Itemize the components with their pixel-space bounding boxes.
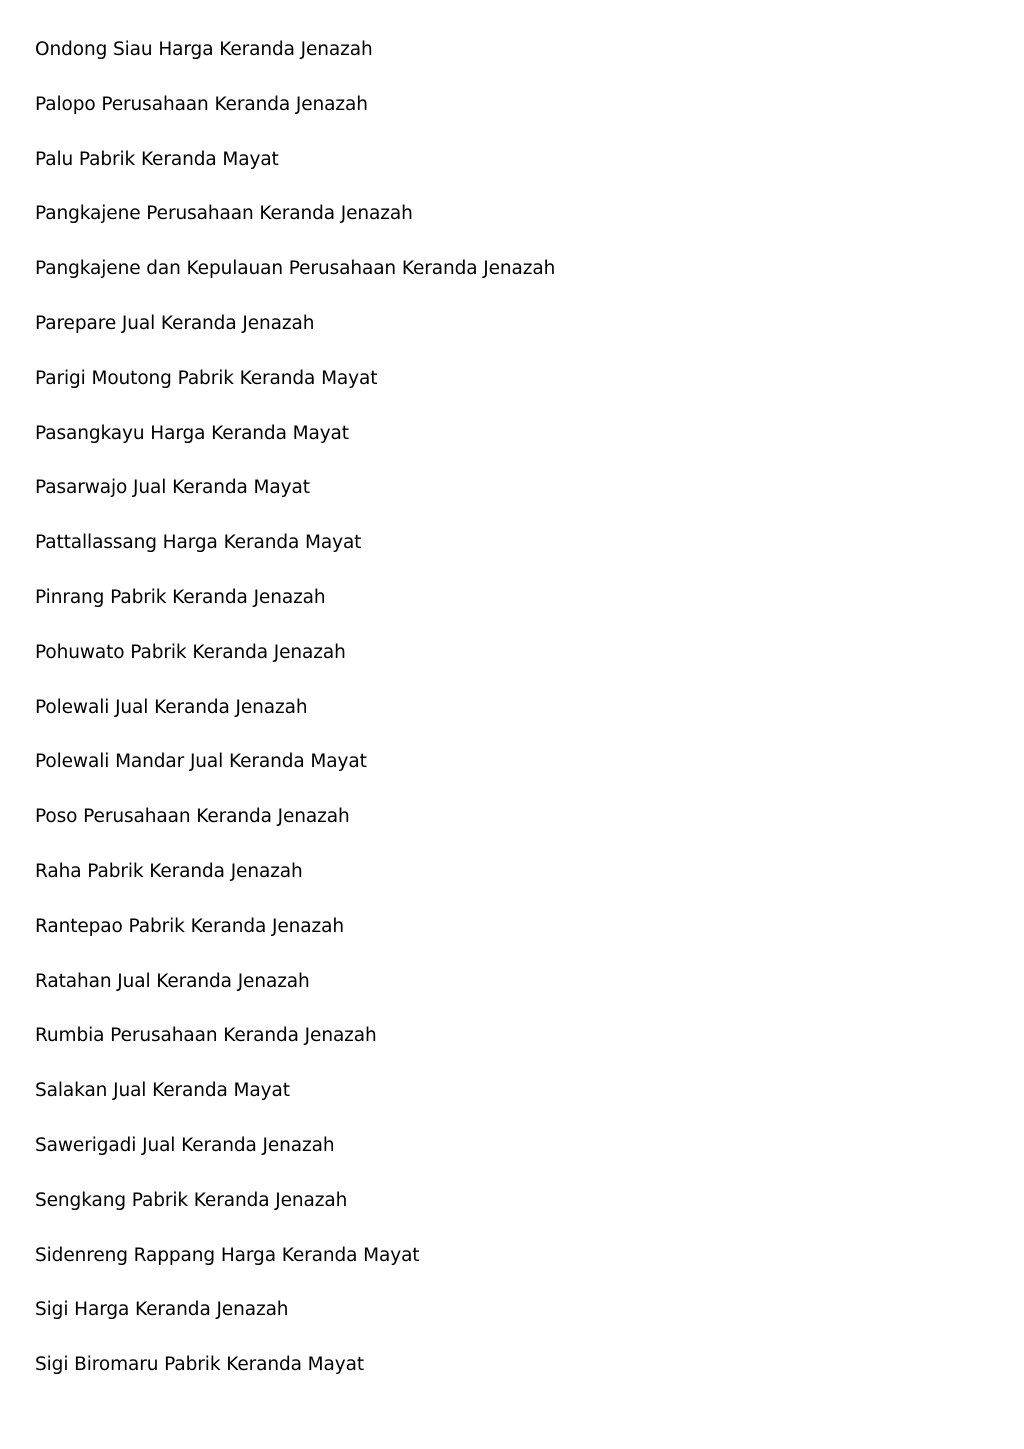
list-item: Palu Pabrik Keranda Mayat	[35, 148, 279, 170]
list-item: Parigi Moutong Pabrik Keranda Mayat	[35, 367, 378, 389]
list-item: Rantepao Pabrik Keranda Jenazah	[35, 915, 344, 937]
list-item: Salakan Jual Keranda Mayat	[35, 1080, 290, 1102]
list-item: Pohuwato Pabrik Keranda Jenazah	[35, 641, 346, 663]
list-item: Rumbia Perusahaan Keranda Jenazah	[35, 1025, 377, 1047]
list-item: Pangkajene dan Kepulauan Perusahaan Keranda Jenazah	[35, 258, 556, 280]
list-item: Ratahan Jual Keranda Jenazah	[35, 970, 310, 992]
list-item: Pangkajene Perusahaan Keranda Jenazah	[35, 203, 413, 225]
list-item: Raha Pabrik Keranda Jenazah	[35, 860, 303, 882]
list-item: Palopo Perusahaan Keranda Jenazah	[35, 93, 368, 115]
list-item: Parepare Jual Keranda Jenazah	[35, 312, 315, 334]
list-item: Polewali Jual Keranda Jenazah	[35, 696, 308, 718]
list-item: Sigi Biromaru Pabrik Keranda Mayat	[35, 1354, 364, 1376]
location-list	[35, 36, 555, 1406]
list-item: Polewali Mandar Jual Keranda Mayat	[35, 751, 367, 773]
list-item: Pasarwajo Jual Keranda Mayat	[35, 477, 310, 499]
list-item: Pasangkayu Harga Keranda Mayat	[35, 422, 349, 444]
list-item: Pattallassang Harga Keranda Mayat	[35, 532, 362, 554]
list-item: Pinrang Pabrik Keranda Jenazah	[35, 586, 326, 608]
list-item: Sidenreng Rappang Harga Keranda Mayat	[35, 1244, 420, 1266]
list-item: Ondong Siau Harga Keranda Jenazah	[35, 39, 373, 60]
list-item: Sigi Harga Keranda Jenazah	[35, 1299, 289, 1321]
list-item: Sengkang Pabrik Keranda Jenazah	[35, 1189, 348, 1211]
list-item: Poso Perusahaan Keranda Jenazah	[35, 806, 350, 828]
list-item: Sawerigadi Jual Keranda Jenazah	[35, 1134, 335, 1156]
